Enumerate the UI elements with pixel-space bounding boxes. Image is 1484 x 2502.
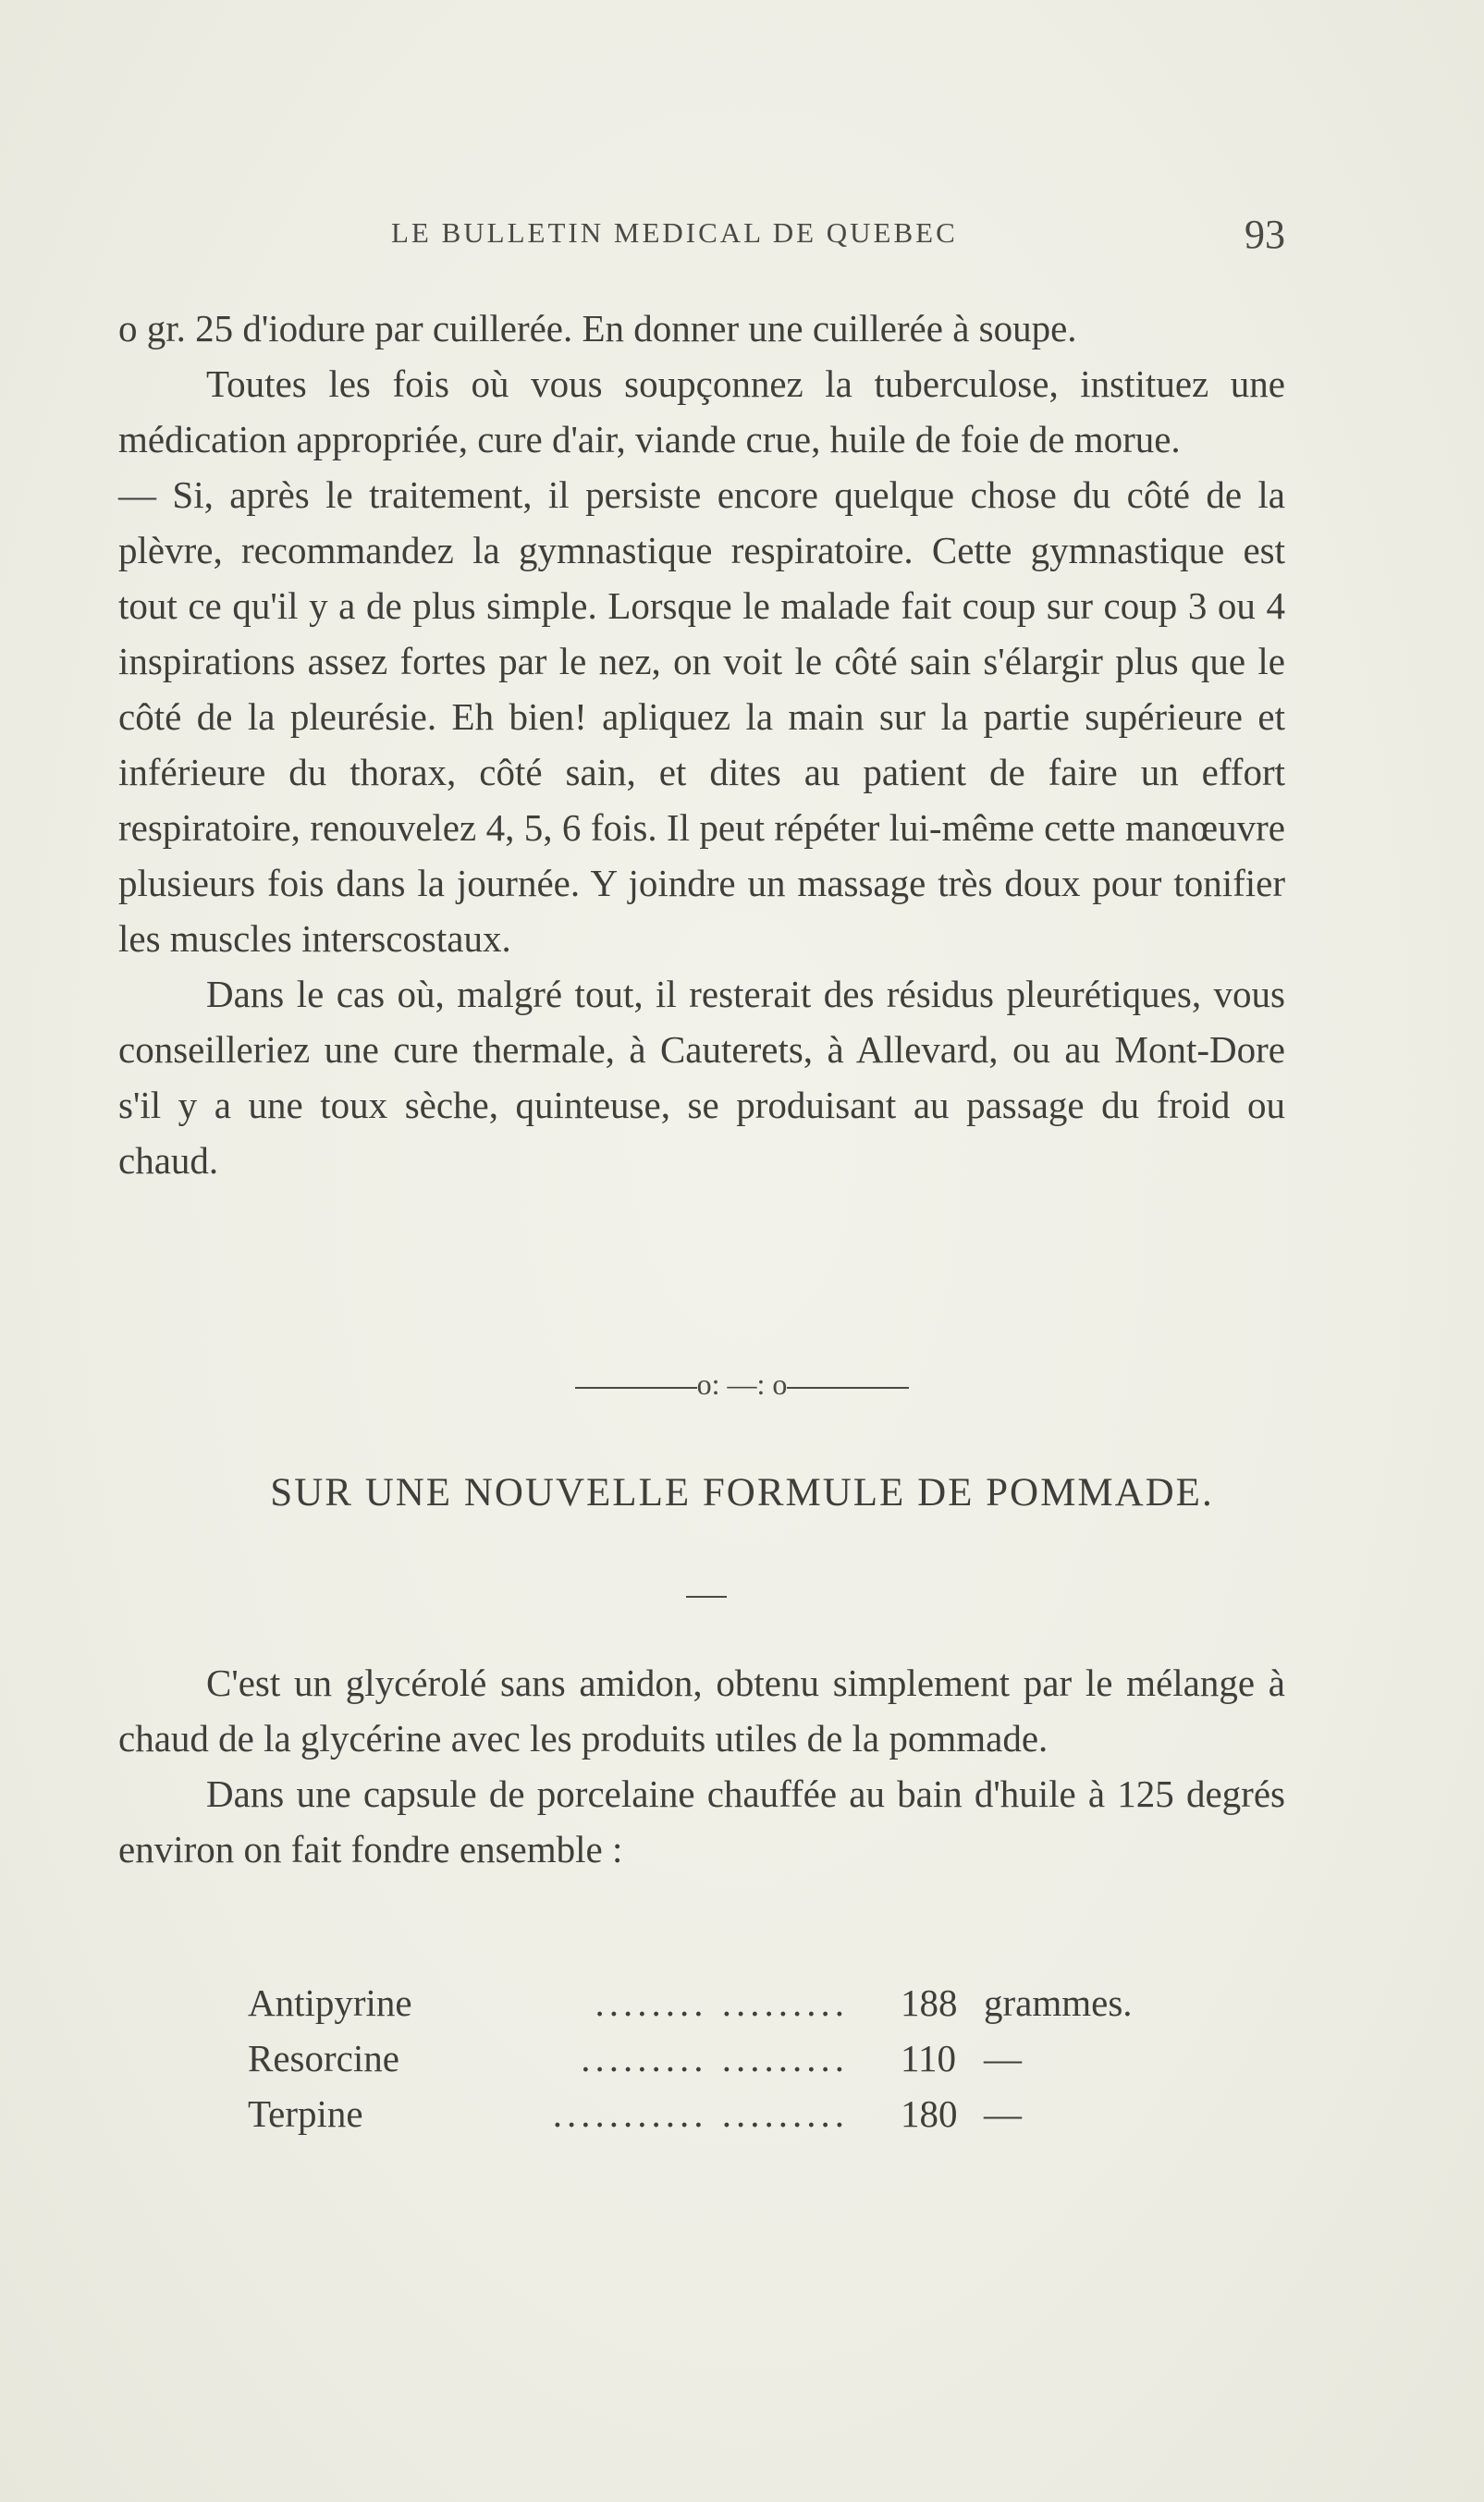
leader-dots: ........... ......... [552,2092,849,2135]
paragraph: Dans une capsule de porcelaine chauffée au bain d'huile à 125 degrés environ on fait fondre ensemble : [118,1772,1285,1870]
section-1-body [118,300,1285,1188]
divider-rule-right [787,1387,909,1389]
divider-rule-left [575,1387,697,1389]
paragraph: Dans le cas où, malgré tout, il resterait des résidus pleurétiques, vous conseilleriez une cure thermale, à Cauterets, à Allevard, ou au Mont-Dore s'il y a une toux sèche, quinteuse, se produisant au passage du froid ou chaud. [118,973,1285,1182]
running-title: LE BULLETIN MEDICAL DE QUEBEC [391,216,958,249]
ingredient-quantity: 180 [901,2092,958,2135]
paragraph: C'est un glycérolé sans amidon, obtenu simplement par le mélange à chaud de la glycérine avec les produits utiles de la pommade. [118,1662,1285,1760]
page-header [118,211,1285,266]
leader-dots: ........ ......... [595,1981,849,2024]
ingredient-unit: — [984,2037,1022,2079]
page-number: 93 [1245,212,1285,257]
recipe-row [248,1975,1172,2030]
title-rule [686,1596,727,1598]
section-title: SUR UNE NOUVELLE FORMULE DE POMMADE. [270,1471,1214,1515]
recipe-row [248,2086,1172,2141]
paragraph: — Si, après le traitement, il persiste encore quelque chose du côté de la plèvre, recommandez la gymnastique respiratoire. Cette gymnastique est tout ce qu'il y a de plus simple. Lorsque le malade fait coup sur coup 3 ou 4 inspirations assez fortes par le nez, on voit le côté sain s'élargir plus que le côté de la pleurésie. Eh bien! apliquez la main sur la partie supérieure et inférieure du thorax, côté sain, et dites au patient de faire un effort respiratoire, renouvelez 4, 5, 6 fois. Il peut répéter lui-même cette manœuvre plusieurs fois dans la journée. Y joindre un massage très doux pour tonifier les muscles interscostaux. [118,473,1285,960]
leader-dots: ......... ......... [581,2037,849,2079]
ingredient-unit: — [984,2092,1022,2135]
section-divider [0,1368,1484,1402]
ingredient-quantity: 188 [901,1981,958,2024]
paragraph: Toutes les fois où vous soupçonnez la tuberculose, instituez une médication appropriée, cure d'air, viande crue, huile de foie de morue. [118,362,1285,460]
ingredient-unit: grammes. [984,1981,1133,2024]
ingredient-quantity: 110 [901,2037,956,2079]
ingredient-name: Antipyrine [248,1981,412,2024]
paragraph: o gr. 25 d'iodure par cuillerée. En donner une cuillerée à soupe. [118,307,1077,350]
divider-ornament: o: —: o [696,1368,788,1401]
section-2-body [118,1655,1285,1877]
recipe-row [248,2030,1172,2086]
ingredient-name: Terpine [248,2092,363,2135]
recipe-list [248,1975,1172,2141]
ingredient-name: Resorcine [248,2037,399,2079]
